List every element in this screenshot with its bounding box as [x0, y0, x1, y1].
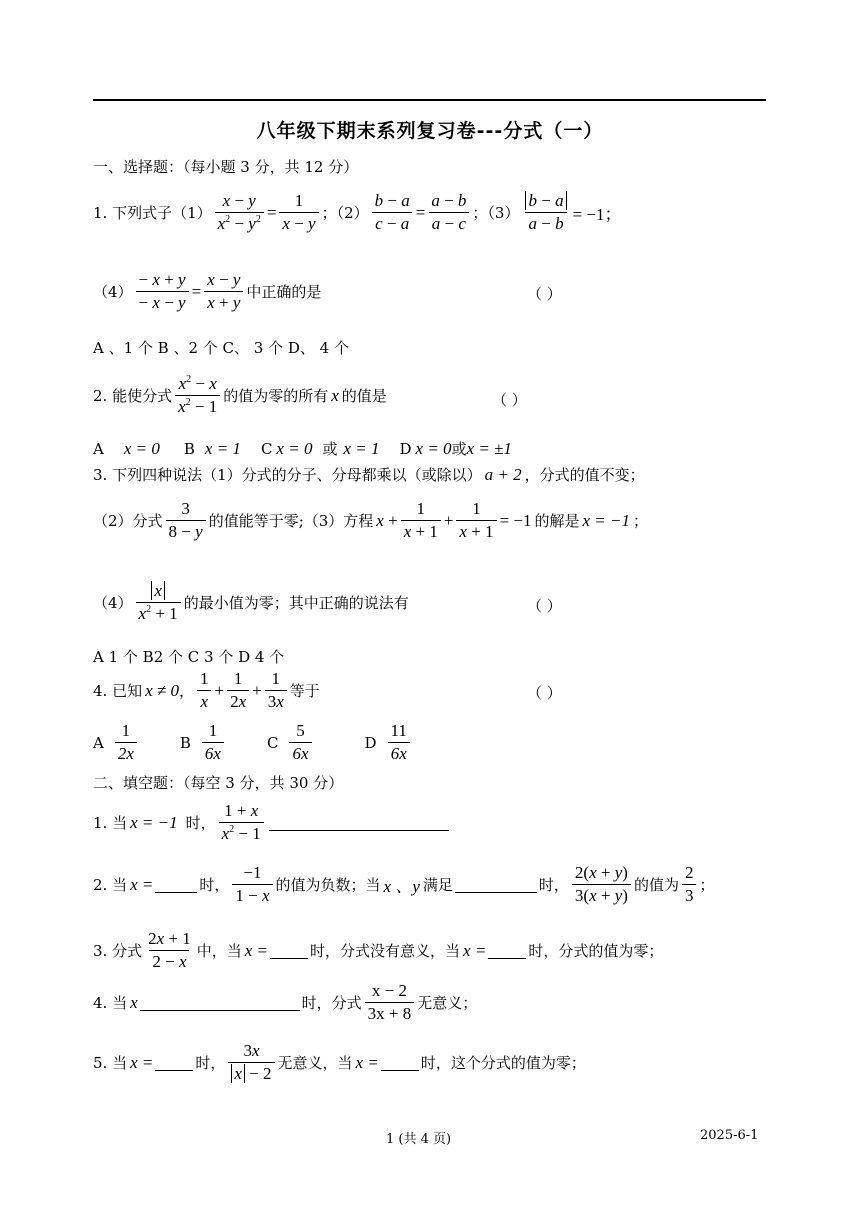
answer-blank[interactable] [488, 942, 526, 959]
answer-paren: （ ） [527, 597, 562, 615]
answer-blank[interactable] [455, 876, 537, 893]
answer-paren: （ ） [527, 285, 562, 303]
q4-line: 4. 已知 x ≠ 0 ， $\frac{1}{x}$ + $\frac{1}{2x}$ + $\frac{1}{3x}$ 等于 [93, 669, 320, 711]
fraction: $\frac{x^2 - x}{x^2 - 1}$ [175, 373, 220, 418]
answer-blank[interactable] [270, 942, 308, 959]
choice-fraction: $\frac{5}{6x}$ [289, 720, 311, 765]
answer-paren: （ ） [527, 684, 562, 702]
choice-fraction: $\frac{1}{2x}$ [115, 720, 137, 765]
answer-blank[interactable] [269, 814, 449, 831]
fraction: $\frac{3}{8 - y}$ [166, 498, 206, 543]
q3-choices: A 1 个 B2 个 C 3 个 D 4 个 [93, 648, 285, 666]
q1-choices: A 、1 个 B 、2 个 C、 3 个 D、 4 个 [93, 339, 349, 357]
choice-fraction: $\frac{1}{6x}$ [202, 720, 224, 765]
q1-line1: 1. 下列式子（1） $\frac{x - y}{x^2 - y^2}$ = $\frac{1}{x - y}$ ；（2） $\frac{b - a}{c - a}$ = $\frac{a - b}{a - c}$ ；（3） $\frac{b - a}{a - b}$ = −1； [93, 191, 622, 233]
choice-fraction: $\frac{11}{6x}$ [388, 720, 410, 765]
fraction: $\frac{- x + y}{- x - y}$ [136, 269, 189, 314]
fraction: $\frac{2(x + y)}{3(x + y)}$ [572, 862, 631, 907]
q3-line3: （4） $\frac{x}{x^2 + 1}$ 的最小值为零；其中正确的说法有 [93, 581, 409, 623]
fill-q1: 1. 当 x = −1 时， $\frac{1 + x}{x^2 - 1}$ [93, 800, 451, 845]
fraction: $\frac{3x}{x - 2}$ [228, 1040, 274, 1085]
fill-q5: 5. 当 x = 时， $\frac{3x}{x - 2}$ 无意义，当 x = 时，这个分式的值为零； [93, 1041, 586, 1083]
fraction: $\frac{x - y}{x + y}$ [204, 269, 243, 314]
fill-q4: 4. 当 x 时，分式 $\frac{x - 2}{3x + 8}$ 无意义； [93, 981, 478, 1023]
fraction: $\frac{1}{3x}$ [265, 668, 287, 713]
fraction: $\frac{1}{x + 1}$ [456, 498, 496, 543]
fill-q3: 3. 分式 $\frac{2x + 1}{2 - x}$ 中，当 x = 时，分式没有意义，当 x = 时，分式的值为零； [93, 929, 664, 971]
footer-date: 2025-6-1 [700, 1128, 759, 1143]
section1-header: 一、选择题：（每小题 3 分，共 12 分） [93, 158, 359, 176]
q3-line2: （2）分式 $\frac{3}{8 - y}$ 的值能等于零;（3）方程 x + $\frac{1}{x + 1}$ + $\frac{1}{x + 1}$ = −1 的解是 x = −1 ； [93, 499, 649, 541]
fraction: $\frac{1 + x}{x^2 - 1}$ [219, 800, 264, 845]
fraction: $\frac{1}{x - y}$ [279, 190, 318, 235]
fraction: $\frac{1}{x + 1}$ [401, 498, 441, 543]
page-number: 1 (共 4 页) [386, 1132, 452, 1147]
q2-line: 2. 能使分式 $\frac{x^2 - x}{x^2 - 1}$ 的值为零的所有 x 的值是 [93, 374, 387, 416]
fraction: $\frac{x - 2}{3x + 8}$ [365, 980, 415, 1025]
q3-line1: 3. 下列四种说法（1）分式的分子、分母都乘以（或除以） a + 2 ，分式的值不变； [93, 464, 645, 484]
answer-blank[interactable] [155, 876, 197, 893]
page-title: 八年级下期末系列复习卷---分式（一） [256, 120, 604, 142]
fraction: $\frac{x}{x^2 + 1}$ [136, 580, 181, 625]
fraction: $\frac{b - a}{a - b}$ [522, 190, 569, 235]
section2-header: 二、填空题：（每空 3 分，共 30 分） [93, 774, 344, 792]
answer-paren: （ ） [492, 391, 527, 409]
q2-choices: A x = 0 B x = 1 C x = 0 或 x = 1 D x = 0 或 x = ±1 [93, 438, 512, 458]
answer-blank[interactable] [140, 994, 300, 1011]
fill-q2: 2. 当 x = 时， $\frac{-1}{1 - x}$ 的值为负数；当 x 、y 满足 时， $\frac{2(x + y)}{3(x + y)}$ 的值为 $\frac{2}{3}$ ； [93, 863, 715, 905]
fraction: $\frac{1}{2x}$ [227, 668, 249, 713]
fraction: $\frac{b - a}{c - a}$ [372, 190, 413, 235]
q1-line2: （4） $\frac{- x + y}{- x - y}$ = $\frac{x - y}{x + y}$ 中正确的是 [93, 270, 322, 312]
answer-blank[interactable] [381, 1054, 419, 1071]
answer-blank[interactable] [155, 1054, 193, 1071]
fraction: $\frac{2x + 1}{2 - x}$ [148, 929, 191, 971]
fraction: $\frac{-1}{1 - x}$ [232, 862, 272, 907]
fraction: $\frac{a - b}{a - c}$ [428, 190, 469, 235]
q4-choices: A $\frac{1}{2x}$ B $\frac{1}{6x}$ C $\frac{5}{6x}$ D $\frac{11}{6x}$ [93, 720, 413, 765]
fraction: $\frac{1}{x}$ [197, 668, 212, 713]
fraction: $\frac{2}{3}$ [682, 862, 697, 907]
fraction: $\frac{x - y}{x^2 - y^2}$ [215, 190, 264, 235]
top-rule [93, 99, 766, 101]
